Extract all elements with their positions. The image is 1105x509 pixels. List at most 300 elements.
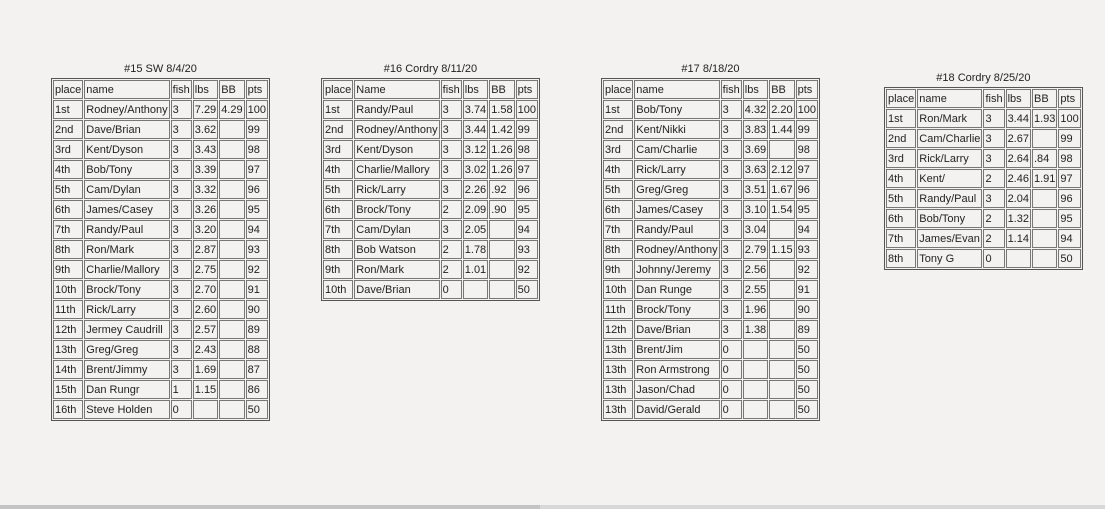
lbs-cell: 2.05: [463, 220, 488, 239]
name-cell: Greg/Greg: [84, 340, 169, 359]
results-table: [601, 78, 820, 421]
bb-cell: [219, 220, 244, 239]
fish-cell: 0: [721, 380, 742, 399]
table-row: [53, 300, 268, 319]
bb-cell: [219, 160, 244, 179]
pts-cell: 100: [1058, 109, 1080, 128]
pts-cell: 91: [796, 280, 818, 299]
table-row: [603, 380, 818, 399]
lbs-cell: 2.04: [1006, 189, 1031, 208]
table-row: [603, 180, 818, 199]
bb-cell: [219, 240, 244, 259]
pts-cell: 91: [246, 280, 268, 299]
pts-cell: 97: [1058, 169, 1080, 188]
fish-cell: 3: [441, 140, 462, 159]
fish-cell: 3: [721, 180, 742, 199]
place-cell: 8th: [603, 240, 633, 259]
pts-cell: 94: [796, 220, 818, 239]
name-cell: Ron/Mark: [917, 109, 982, 128]
column-header-name: name: [84, 80, 169, 99]
name-cell: James/Evan: [917, 229, 982, 248]
place-cell: 3rd: [53, 140, 83, 159]
name-cell: Brent/Jim: [634, 340, 719, 359]
bb-cell: 1.58: [489, 100, 514, 119]
bb-cell: 1.54: [769, 200, 794, 219]
column-header-bb: BB: [219, 80, 244, 99]
pts-cell: 99: [516, 120, 538, 139]
place-cell: 11th: [53, 300, 83, 319]
lbs-cell: 2.09: [463, 200, 488, 219]
name-cell: Charlie/Mallory: [354, 160, 439, 179]
place-cell: 10th: [323, 280, 353, 299]
place-cell: 2nd: [603, 120, 633, 139]
fish-cell: 3: [171, 360, 192, 379]
place-cell: 15th: [53, 380, 83, 399]
lbs-cell: 1.32: [1006, 209, 1031, 228]
pts-cell: 50: [796, 380, 818, 399]
bb-cell: 1.91: [1032, 169, 1057, 188]
name-cell: Bob/Tony: [634, 100, 719, 119]
place-cell: 4th: [53, 160, 83, 179]
table-title: #16 Cordry 8/11/20: [383, 63, 478, 75]
place-cell: 6th: [603, 200, 633, 219]
place-cell: 2nd: [323, 120, 353, 139]
lbs-cell: 1.14: [1006, 229, 1031, 248]
table-row: [53, 120, 268, 139]
pts-cell: 100: [516, 100, 538, 119]
table-row: [603, 220, 818, 239]
place-cell: 14th: [53, 360, 83, 379]
name-cell: Dave/Brian: [634, 320, 719, 339]
name-cell: Greg/Greg: [634, 180, 719, 199]
bb-cell: 1.44: [769, 120, 794, 139]
place-cell: 8th: [886, 249, 916, 268]
lbs-cell: 3.12: [463, 140, 488, 159]
lbs-cell: 2.26: [463, 180, 488, 199]
pts-cell: 98: [796, 140, 818, 159]
bb-cell: 1.26: [489, 140, 514, 159]
name-cell: Charlie/Mallory: [84, 260, 169, 279]
fish-cell: 3: [721, 160, 742, 179]
place-cell: 2nd: [886, 129, 916, 148]
fish-cell: 3: [721, 240, 742, 259]
table-row: [53, 340, 268, 359]
name-cell: Tony G: [917, 249, 982, 268]
pts-cell: 98: [1058, 149, 1080, 168]
name-cell: Bob Watson: [354, 240, 439, 259]
fish-cell: 3: [983, 109, 1004, 128]
place-cell: 8th: [323, 240, 353, 259]
column-header-pts: pts: [246, 80, 268, 99]
pts-cell: 90: [246, 300, 268, 319]
place-cell: 13th: [603, 380, 633, 399]
fish-cell: 3: [171, 340, 192, 359]
name-cell: Kent/Dyson: [84, 140, 169, 159]
table-row: [886, 209, 1081, 228]
name-cell: Rodney/Anthony: [634, 240, 719, 259]
pts-cell: 92: [796, 260, 818, 279]
header-row: [323, 80, 538, 99]
fish-cell: 3: [721, 120, 742, 139]
table-row: [53, 220, 268, 239]
place-cell: 8th: [53, 240, 83, 259]
table-row: [603, 340, 818, 359]
pts-cell: 99: [796, 120, 818, 139]
lbs-cell: 3.26: [193, 200, 218, 219]
name-cell: Kent/Dyson: [354, 140, 439, 159]
fish-cell: 0: [171, 400, 192, 419]
bb-cell: [219, 300, 244, 319]
name-cell: Randy/Paul: [634, 220, 719, 239]
lbs-cell: [743, 340, 768, 359]
table-row: [603, 200, 818, 219]
fish-cell: 3: [171, 100, 192, 119]
fish-cell: 3: [171, 160, 192, 179]
lbs-cell: 3.69: [743, 140, 768, 159]
bb-cell: .92: [489, 180, 514, 199]
lbs-cell: 2.56: [743, 260, 768, 279]
table-row: [886, 249, 1081, 268]
lbs-cell: 1.15: [193, 380, 218, 399]
bb-cell: [1032, 129, 1057, 148]
name-cell: James/Casey: [84, 200, 169, 219]
table-row: [603, 100, 818, 119]
fish-cell: 3: [441, 180, 462, 199]
lbs-cell: 2.75: [193, 260, 218, 279]
table-row: [323, 200, 538, 219]
place-cell: 1st: [886, 109, 916, 128]
pts-cell: 95: [796, 200, 818, 219]
table-row: [53, 260, 268, 279]
name-cell: Ron/Mark: [354, 260, 439, 279]
fish-cell: 2: [441, 240, 462, 259]
lbs-cell: [463, 280, 488, 299]
scrollbar-thumb[interactable]: [0, 505, 540, 509]
bb-cell: [769, 360, 794, 379]
fish-cell: 3: [983, 129, 1004, 148]
name-cell: Bob/Tony: [917, 209, 982, 228]
place-cell: 5th: [323, 180, 353, 199]
fish-cell: 0: [441, 280, 462, 299]
place-cell: 6th: [886, 209, 916, 228]
bb-cell: [769, 220, 794, 239]
table-row: [323, 260, 538, 279]
place-cell: 3rd: [323, 140, 353, 159]
bb-cell: [1032, 189, 1057, 208]
place-cell: 13th: [603, 340, 633, 359]
fish-cell: 3: [441, 100, 462, 119]
lbs-cell: 1.69: [193, 360, 218, 379]
fish-cell: 0: [721, 340, 742, 359]
column-header-lbs: lbs: [193, 80, 218, 99]
name-cell: Brock/Tony: [84, 280, 169, 299]
bb-cell: [1032, 229, 1057, 248]
table-row: [53, 360, 268, 379]
lbs-cell: 2.64: [1006, 149, 1031, 168]
table-row: [886, 169, 1081, 188]
lbs-cell: 2.79: [743, 240, 768, 259]
table-row: [323, 180, 538, 199]
pts-cell: 89: [246, 320, 268, 339]
pts-cell: 96: [516, 180, 538, 199]
fish-cell: 3: [721, 100, 742, 119]
name-cell: Dave/Brian: [354, 280, 439, 299]
fish-cell: 3: [171, 140, 192, 159]
bb-cell: .90: [489, 200, 514, 219]
place-cell: 1st: [323, 100, 353, 119]
pts-cell: 98: [516, 140, 538, 159]
name-cell: Rick/Larry: [634, 160, 719, 179]
name-cell: Johnny/Jeremy: [634, 260, 719, 279]
column-header-bb: BB: [489, 80, 514, 99]
bb-cell: [219, 320, 244, 339]
bb-cell: [769, 400, 794, 419]
bb-cell: 4.29: [219, 100, 244, 119]
name-cell: James/Casey: [634, 200, 719, 219]
table-row: [323, 140, 538, 159]
fish-cell: 0: [983, 249, 1004, 268]
bb-cell: 1.26: [489, 160, 514, 179]
lbs-cell: 2.67: [1006, 129, 1031, 148]
bb-cell: 1.42: [489, 120, 514, 139]
place-cell: 10th: [603, 280, 633, 299]
horizontal-scrollbar[interactable]: [0, 505, 1105, 509]
bb-cell: [489, 280, 514, 299]
place-cell: 9th: [603, 260, 633, 279]
table-row: [323, 280, 538, 299]
place-cell: 12th: [603, 320, 633, 339]
bb-cell: 1.15: [769, 240, 794, 259]
place-cell: 5th: [603, 180, 633, 199]
table-row: [603, 400, 818, 419]
pts-cell: 96: [796, 180, 818, 199]
pts-cell: 96: [1058, 189, 1080, 208]
pts-cell: 99: [1058, 129, 1080, 148]
pts-cell: 95: [1058, 209, 1080, 228]
bb-cell: [219, 340, 244, 359]
place-cell: 13th: [53, 340, 83, 359]
bb-cell: 2.12: [769, 160, 794, 179]
bb-cell: 1.67: [769, 180, 794, 199]
pts-cell: 97: [516, 160, 538, 179]
name-cell: David/Gerald: [634, 400, 719, 419]
lbs-cell: 3.74: [463, 100, 488, 119]
table-row: [53, 400, 268, 419]
place-cell: 9th: [323, 260, 353, 279]
column-header-fish: fish: [721, 80, 742, 99]
column-header-pts: pts: [796, 80, 818, 99]
place-cell: 6th: [53, 200, 83, 219]
bb-cell: [769, 300, 794, 319]
fish-cell: 3: [721, 280, 742, 299]
name-cell: Jermey Caudrill: [84, 320, 169, 339]
table-row: [53, 100, 268, 119]
name-cell: Ron/Mark: [84, 240, 169, 259]
lbs-cell: 3.20: [193, 220, 218, 239]
column-header-lbs: lbs: [743, 80, 768, 99]
table-row: [323, 120, 538, 139]
bb-cell: [219, 180, 244, 199]
bb-cell: [769, 340, 794, 359]
name-cell: Brock/Tony: [634, 300, 719, 319]
lbs-cell: 3.32: [193, 180, 218, 199]
table-row: [603, 260, 818, 279]
pts-cell: 99: [246, 120, 268, 139]
table-row: [53, 160, 268, 179]
fish-cell: 3: [983, 149, 1004, 168]
fish-cell: 3: [171, 280, 192, 299]
lbs-cell: 3.62: [193, 120, 218, 139]
table-row: [53, 240, 268, 259]
bb-cell: [219, 280, 244, 299]
fish-cell: 0: [721, 360, 742, 379]
bb-cell: [769, 260, 794, 279]
name-cell: Steve Holden: [84, 400, 169, 419]
place-cell: 4th: [323, 160, 353, 179]
pts-cell: 94: [516, 220, 538, 239]
name-cell: Rodney/Anthony: [84, 100, 169, 119]
table-title: #15 SW 8/4/20: [124, 63, 197, 75]
results-block-16: [321, 62, 540, 301]
fish-cell: 3: [171, 320, 192, 339]
name-cell: Ron Armstrong: [634, 360, 719, 379]
column-header-place: place: [603, 80, 633, 99]
lbs-cell: 1.01: [463, 260, 488, 279]
bb-cell: [219, 400, 244, 419]
fish-cell: 3: [721, 200, 742, 219]
results-table: [884, 87, 1083, 270]
name-cell: Randy/Paul: [354, 100, 439, 119]
bb-cell: [489, 240, 514, 259]
fish-cell: 3: [171, 240, 192, 259]
header-row: [603, 80, 818, 99]
bb-cell: [219, 140, 244, 159]
place-cell: 4th: [603, 160, 633, 179]
fish-cell: 2: [983, 229, 1004, 248]
table-row: [53, 280, 268, 299]
lbs-cell: 3.02: [463, 160, 488, 179]
fish-cell: 1: [171, 380, 192, 399]
bb-cell: 1.93: [1032, 109, 1057, 128]
fish-cell: 3: [721, 140, 742, 159]
table-row: [886, 189, 1081, 208]
name-cell: Cam/Charlie: [634, 140, 719, 159]
table-row: [53, 380, 268, 399]
fish-cell: 3: [171, 180, 192, 199]
pts-cell: 50: [516, 280, 538, 299]
bb-cell: [769, 380, 794, 399]
pts-cell: 95: [516, 200, 538, 219]
pts-cell: 86: [246, 380, 268, 399]
pts-cell: 100: [246, 100, 268, 119]
results-table: [51, 78, 270, 421]
table-row: [886, 129, 1081, 148]
fish-cell: 3: [171, 220, 192, 239]
lbs-cell: [193, 400, 218, 419]
table-row: [53, 200, 268, 219]
pts-cell: 92: [516, 260, 538, 279]
lbs-cell: 7.29: [193, 100, 218, 119]
table-title: #18 Cordry 8/25/20: [936, 72, 1031, 84]
bb-cell: [489, 220, 514, 239]
name-cell: Brock/Tony: [354, 200, 439, 219]
pts-cell: 94: [246, 220, 268, 239]
table-title: #17 8/18/20: [681, 63, 740, 75]
lbs-cell: 2.70: [193, 280, 218, 299]
pts-cell: 94: [1058, 229, 1080, 248]
table-row: [603, 360, 818, 379]
place-cell: 11th: [603, 300, 633, 319]
table-row: [603, 240, 818, 259]
place-cell: 7th: [603, 220, 633, 239]
lbs-cell: 3.44: [1006, 109, 1031, 128]
fish-cell: 0: [721, 400, 742, 419]
place-cell: 10th: [53, 280, 83, 299]
bb-cell: [1032, 249, 1057, 268]
column-header-place: place: [53, 80, 83, 99]
pts-cell: 97: [246, 160, 268, 179]
fish-cell: 3: [983, 189, 1004, 208]
place-cell: 5th: [886, 189, 916, 208]
name-cell: Rick/Larry: [354, 180, 439, 199]
pts-cell: 93: [796, 240, 818, 259]
table-row: [603, 160, 818, 179]
table-row: [323, 220, 538, 239]
fish-cell: 3: [721, 320, 742, 339]
lbs-cell: [743, 400, 768, 419]
pts-cell: 93: [516, 240, 538, 259]
fish-cell: 2: [983, 209, 1004, 228]
table-row: [53, 320, 268, 339]
pts-cell: 50: [1058, 249, 1080, 268]
column-header-lbs: lbs: [463, 80, 488, 99]
lbs-cell: 3.39: [193, 160, 218, 179]
fish-cell: 3: [721, 300, 742, 319]
bb-cell: 2.20: [769, 100, 794, 119]
place-cell: 5th: [53, 180, 83, 199]
lbs-cell: 1.96: [743, 300, 768, 319]
fish-cell: 2: [441, 200, 462, 219]
name-cell: Dave/Brian: [84, 120, 169, 139]
lbs-cell: [743, 360, 768, 379]
column-header-bb: BB: [769, 80, 794, 99]
place-cell: 9th: [53, 260, 83, 279]
bb-cell: [769, 140, 794, 159]
name-cell: Rick/Larry: [84, 300, 169, 319]
lbs-cell: 3.43: [193, 140, 218, 159]
table-row: [603, 300, 818, 319]
lbs-cell: 2.46: [1006, 169, 1031, 188]
results-block-17: [601, 62, 820, 421]
table-row: [323, 100, 538, 119]
column-header-fish: fish: [983, 89, 1004, 108]
bb-cell: [769, 280, 794, 299]
table-row: [603, 320, 818, 339]
lbs-cell: 2.43: [193, 340, 218, 359]
table-row: [323, 240, 538, 259]
lbs-cell: 3.44: [463, 120, 488, 139]
place-cell: 16th: [53, 400, 83, 419]
fish-cell: 3: [171, 300, 192, 319]
lbs-cell: [1006, 249, 1031, 268]
name-cell: Dan Rungr: [84, 380, 169, 399]
pts-cell: 50: [796, 360, 818, 379]
bb-cell: [219, 200, 244, 219]
fish-cell: 2: [441, 260, 462, 279]
place-cell: 6th: [323, 200, 353, 219]
pts-cell: 87: [246, 360, 268, 379]
results-block-18: [884, 71, 1083, 270]
